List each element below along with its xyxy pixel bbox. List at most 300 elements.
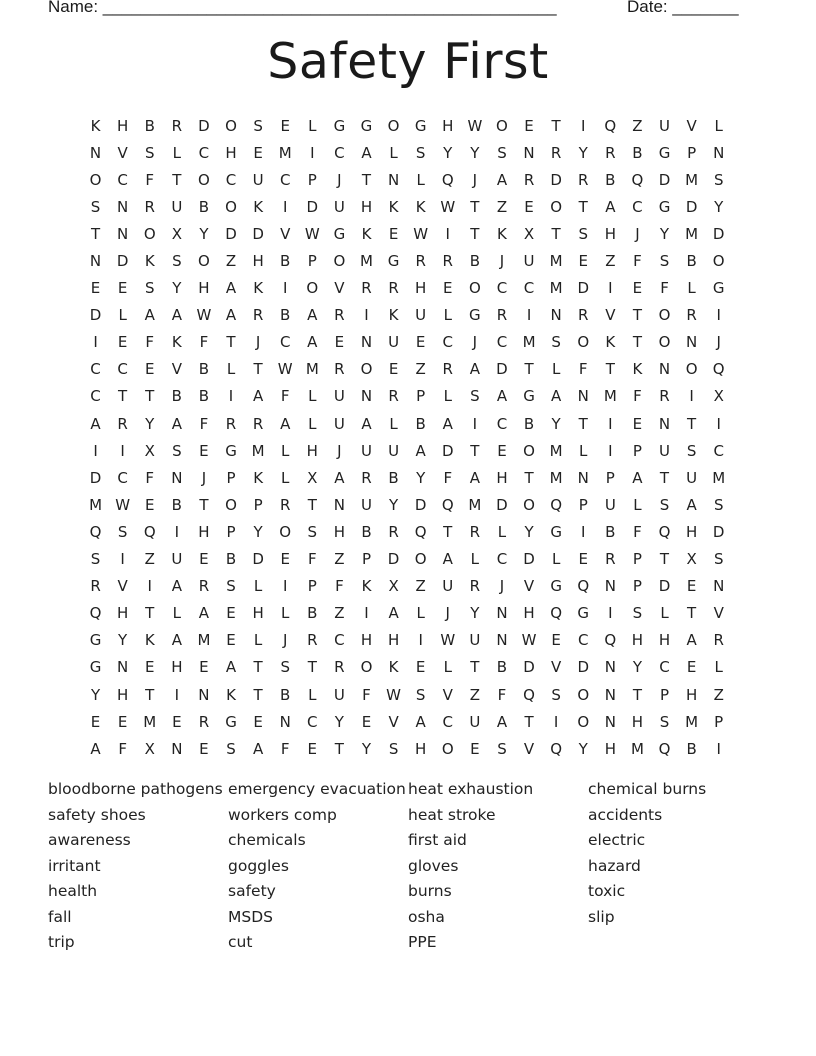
- grid-letter: L: [416, 170, 425, 189]
- grid-letter: N: [89, 252, 102, 271]
- grid-letter: L: [497, 522, 507, 541]
- grid-letter: E: [415, 658, 426, 677]
- grid-letter: A: [361, 143, 372, 162]
- grid-letter: H: [387, 631, 400, 650]
- grid-letter: Y: [524, 522, 534, 541]
- grid-letter: W: [196, 306, 212, 325]
- grid-letter: K: [171, 333, 182, 352]
- grid-letter: A: [469, 360, 480, 379]
- grid-letter: A: [307, 306, 318, 325]
- grid-letter: A: [496, 712, 508, 731]
- grid-letter: R: [469, 522, 481, 541]
- grid-letter: M: [549, 252, 563, 271]
- grid-letter: F: [118, 739, 127, 758]
- grid-letter: F: [280, 387, 290, 406]
- grid-letter: G: [550, 522, 562, 541]
- grid-letter: G: [333, 224, 346, 243]
- grid-letter: N: [713, 143, 725, 162]
- grid-row: [82, 708, 732, 735]
- grid-letter: T: [551, 116, 561, 135]
- grid-letter: N: [117, 197, 129, 216]
- grid-letter: R: [442, 252, 453, 271]
- grid-letter: S: [497, 143, 507, 162]
- word-list-item: emergency evacuation: [228, 780, 406, 798]
- grid-letter: C: [496, 333, 508, 352]
- grid-letter: E: [144, 495, 155, 514]
- grid-letter: L: [308, 116, 317, 135]
- grid-letter: R: [578, 170, 589, 189]
- grid-letter: S: [280, 658, 290, 677]
- grid-letter: B: [686, 252, 697, 271]
- grid-letter: I: [93, 441, 98, 460]
- grid-row: [82, 383, 732, 410]
- grid-letter: L: [226, 360, 236, 379]
- grid-letter: P: [416, 387, 426, 406]
- grid-letter: U: [252, 170, 264, 189]
- grid-letter: Z: [496, 197, 508, 216]
- grid-letter: W: [440, 197, 456, 216]
- grid-letter: Y: [470, 604, 480, 623]
- grid-letter: O: [414, 550, 427, 569]
- grid-letter: F: [145, 468, 155, 487]
- grid-letter: V: [280, 224, 291, 243]
- grid-letter: E: [253, 712, 263, 731]
- grid-letter: A: [605, 197, 616, 216]
- grid-letter: I: [608, 441, 613, 460]
- grid-letter: M: [278, 143, 292, 162]
- grid-letter: I: [716, 306, 721, 325]
- grid-letter: S: [686, 441, 697, 460]
- grid-letter: H: [198, 279, 210, 298]
- grid-letter: P: [632, 577, 642, 596]
- grid-row: [82, 193, 732, 220]
- grid-letter: D: [116, 252, 129, 271]
- grid-letter: E: [632, 279, 643, 298]
- grid-letter: E: [199, 739, 209, 758]
- grid-letter: G: [225, 441, 237, 460]
- grid-letter: T: [632, 306, 642, 325]
- grid-letter: C: [334, 631, 345, 650]
- grid-letter: G: [658, 143, 671, 162]
- grid-letter: I: [608, 279, 613, 298]
- grid-letter: S: [226, 739, 236, 758]
- grid-letter: D: [89, 468, 102, 487]
- grid-letter: A: [280, 414, 291, 433]
- grid-letter: W: [115, 495, 131, 514]
- grid-letter: W: [386, 685, 401, 704]
- grid-letter: A: [496, 170, 508, 189]
- grid-letter: C: [523, 279, 535, 298]
- grid-letter: S: [713, 170, 724, 189]
- grid-letter: Q: [631, 170, 644, 189]
- grid-letter: B: [415, 414, 426, 433]
- grid-letter: D: [685, 197, 698, 216]
- grid-letter: A: [252, 387, 264, 406]
- grid-letter: R: [523, 170, 535, 189]
- grid-letter: D: [252, 224, 264, 243]
- grid-letter: E: [226, 604, 236, 623]
- grid-letter: S: [659, 252, 670, 271]
- grid-letter: W: [440, 631, 456, 650]
- grid-letter: H: [685, 685, 698, 704]
- grid-letter: J: [472, 170, 478, 189]
- grid-letter: B: [198, 197, 210, 216]
- grid-letter: T: [551, 224, 561, 243]
- grid-letter: I: [174, 685, 180, 704]
- word-list-item: chemicals: [228, 831, 306, 849]
- grid-row: [82, 518, 732, 545]
- grid-letter: Q: [550, 739, 563, 758]
- grid-letter: U: [171, 197, 183, 216]
- grid-letter: D: [712, 522, 725, 541]
- grid-letter: R: [334, 658, 345, 677]
- grid-letter: F: [660, 279, 669, 298]
- grid-letter: L: [389, 414, 398, 433]
- grid-letter: U: [604, 495, 616, 514]
- grid-letter: Q: [604, 116, 617, 135]
- word-list-item: slip: [588, 907, 615, 926]
- grid-letter: T: [470, 441, 480, 460]
- grid-letter: E: [686, 577, 697, 596]
- grid-letter: S: [497, 739, 507, 758]
- grid-letter: N: [279, 712, 291, 731]
- grid-letter: F: [633, 522, 642, 541]
- grid-letter: A: [225, 279, 237, 298]
- grid-letter: U: [686, 468, 698, 487]
- grid-letter: I: [228, 387, 234, 406]
- grid-letter: C: [334, 143, 345, 162]
- grid-letter: Z: [469, 685, 480, 704]
- grid-letter: H: [225, 143, 237, 162]
- grid-letter: X: [713, 387, 724, 406]
- grid-letter: R: [117, 414, 128, 433]
- grid-letter: D: [414, 495, 427, 514]
- grid-letter: T: [470, 658, 480, 677]
- grid-letter: F: [633, 387, 642, 406]
- grid-letter: H: [360, 197, 373, 216]
- grid-letter: T: [90, 224, 101, 243]
- grid-letter: X: [144, 739, 155, 758]
- grid-letter: U: [360, 441, 372, 460]
- grid-letter: V: [605, 306, 616, 325]
- grid-letter: I: [608, 604, 613, 623]
- grid-letter: T: [687, 604, 697, 623]
- grid-letter: T: [443, 522, 453, 541]
- grid-letter: L: [172, 143, 181, 162]
- grid-letter: R: [225, 414, 237, 433]
- grid-letter: P: [632, 441, 642, 460]
- grid-letter: D: [658, 577, 671, 596]
- grid-letter: T: [199, 495, 209, 514]
- grid-letter: O: [143, 224, 156, 243]
- grid-letter: I: [282, 577, 288, 596]
- grid-letter: N: [713, 577, 725, 596]
- grid-letter: K: [388, 658, 399, 677]
- grid-letter: M: [685, 170, 699, 189]
- grid-letter: R: [334, 360, 345, 379]
- grid-letter: H: [631, 631, 644, 650]
- grid-letter: O: [550, 197, 563, 216]
- grid-letter: N: [496, 631, 508, 650]
- grid-letter: E: [144, 658, 155, 677]
- grid-letter: R: [442, 360, 453, 379]
- grid-letter: Q: [523, 685, 535, 704]
- grid-letter: Q: [89, 604, 102, 623]
- grid-letter: B: [307, 604, 318, 623]
- grid-letter: H: [496, 468, 508, 487]
- grid-letter: L: [308, 414, 317, 433]
- grid-row: [82, 112, 732, 139]
- grid-letter: Q: [550, 604, 563, 623]
- grid-letter: L: [281, 468, 290, 487]
- grid-letter: A: [90, 414, 101, 433]
- grid-letter: S: [659, 495, 670, 514]
- grid-letter: C: [713, 441, 724, 460]
- grid-letter: N: [171, 739, 183, 758]
- grid-letter: H: [604, 224, 616, 243]
- grid-letter: E: [578, 550, 588, 569]
- grid-letter: W: [277, 360, 293, 379]
- grid-letter: R: [334, 306, 345, 325]
- grid-letter: W: [521, 631, 537, 650]
- grid-letter: R: [198, 712, 210, 731]
- grid-letter: G: [523, 387, 535, 406]
- grid-letter: Q: [604, 631, 617, 650]
- grid-letter: M: [549, 441, 563, 460]
- grid-letter: A: [496, 387, 508, 406]
- grid-letter: K: [605, 333, 616, 352]
- grid-letter: Q: [658, 739, 671, 758]
- grid-letter: M: [468, 495, 482, 514]
- grid-letter: N: [604, 685, 616, 704]
- grid-row: [82, 573, 732, 600]
- grid-letter: U: [442, 577, 454, 596]
- grid-letter: Q: [89, 522, 102, 541]
- grid-letter: A: [686, 495, 697, 514]
- grid-letter: S: [307, 522, 318, 541]
- grid-letter: H: [198, 522, 210, 541]
- grid-letter: S: [415, 685, 426, 704]
- grid-letter: R: [279, 495, 291, 514]
- grid-letter: R: [496, 306, 508, 325]
- word-list-item: irritant: [48, 856, 101, 875]
- grid-letter: C: [225, 170, 237, 189]
- grid-letter: M: [549, 468, 563, 487]
- grid-letter: L: [551, 550, 561, 569]
- grid-letter: S: [388, 739, 399, 758]
- grid-letter: E: [226, 631, 236, 650]
- grid-letter: Q: [658, 522, 671, 541]
- grid-letter: D: [496, 360, 508, 379]
- grid-letter: M: [251, 441, 265, 460]
- grid-letter: I: [553, 712, 559, 731]
- grid-letter: B: [144, 116, 155, 135]
- grid-letter: U: [333, 685, 345, 704]
- grid-letter: O: [468, 279, 481, 298]
- grid-letter: G: [577, 604, 590, 623]
- grid-letter: B: [496, 658, 508, 677]
- grid-letter: B: [198, 360, 210, 379]
- grid-letter: T: [470, 224, 480, 243]
- grid-letter: G: [360, 116, 373, 135]
- grid-letter: A: [225, 306, 237, 325]
- word-list-item: chemical burns: [588, 780, 707, 798]
- grid-letter: S: [172, 252, 182, 271]
- grid-letter: N: [604, 712, 616, 731]
- grid-letter: R: [361, 468, 372, 487]
- grid-letter: P: [578, 495, 588, 514]
- grid-letter: I: [581, 522, 586, 541]
- grid-letter: O: [225, 116, 237, 135]
- grid-letter: A: [334, 468, 345, 487]
- grid-letter: S: [659, 712, 670, 731]
- grid-letter: R: [578, 306, 589, 325]
- grid-letter: L: [687, 279, 696, 298]
- grid-letter: O: [577, 712, 590, 731]
- grid-letter: J: [499, 252, 505, 271]
- word-list-item: MSDS: [228, 907, 273, 926]
- grid-letter: V: [686, 116, 697, 135]
- grid-letter: T: [118, 387, 128, 406]
- grid-letter: C: [90, 360, 101, 379]
- word-list-item: goggles: [228, 856, 289, 875]
- grid-letter: Q: [414, 522, 427, 541]
- grid-letter: K: [361, 577, 372, 596]
- grid-letter: M: [522, 333, 536, 352]
- grid-letter: L: [551, 360, 561, 379]
- grid-letter: C: [117, 170, 128, 189]
- grid-letter: N: [685, 333, 698, 352]
- grid-row: [82, 600, 732, 627]
- grid-letter: N: [523, 143, 535, 162]
- grid-letter: T: [145, 387, 155, 406]
- grid-letter: T: [253, 658, 263, 677]
- grid-letter: W: [304, 224, 320, 243]
- grid-letter: E: [578, 252, 588, 271]
- grid-letter: G: [712, 279, 725, 298]
- grid-letter: H: [360, 631, 373, 650]
- grid-letter: K: [144, 631, 155, 650]
- grid-letter: E: [388, 360, 399, 379]
- word-list-item: safety: [228, 882, 276, 900]
- grid-letter: O: [685, 360, 698, 379]
- grid-letter: D: [550, 170, 562, 189]
- grid-letter: D: [252, 550, 264, 569]
- grid-letter: T: [253, 685, 263, 704]
- grid-row: [82, 166, 732, 193]
- grid-letter: U: [333, 414, 345, 433]
- grid-letter: N: [658, 360, 671, 379]
- grid-letter: D: [225, 224, 237, 243]
- grid-letter: N: [360, 333, 373, 352]
- grid-letter: C: [90, 387, 101, 406]
- grid-letter: L: [714, 116, 723, 135]
- grid-letter: D: [523, 658, 535, 677]
- grid-letter: U: [469, 631, 481, 650]
- grid-letter: U: [171, 550, 183, 569]
- grid-letter: Y: [118, 631, 128, 650]
- grid-letter: E: [253, 143, 263, 162]
- grid-letter: E: [307, 739, 318, 758]
- grid-letter: N: [604, 658, 616, 677]
- grid-letter: L: [172, 604, 181, 623]
- grid-letter: B: [605, 522, 616, 541]
- grid-letter: K: [415, 197, 426, 216]
- grid-letter: P: [253, 495, 263, 514]
- grid-letter: C: [279, 333, 291, 352]
- grid-letter: F: [145, 333, 155, 352]
- grid-letter: J: [716, 333, 721, 352]
- grid-letter: S: [551, 333, 561, 352]
- grid-letter: T: [524, 360, 534, 379]
- grid-letter: G: [225, 712, 237, 731]
- grid-letter: O: [387, 116, 400, 135]
- grid-letter: R: [388, 279, 399, 298]
- grid-letter: T: [578, 197, 588, 216]
- grid-letter: K: [226, 685, 236, 704]
- grid-letter: H: [685, 522, 698, 541]
- grid-letter: P: [605, 468, 615, 487]
- grid-letter: F: [307, 550, 317, 569]
- grid-row: [82, 356, 732, 383]
- grid-letter: N: [658, 414, 671, 433]
- grid-letter: S: [551, 685, 561, 704]
- word-list-item: workers comp: [228, 805, 337, 824]
- grid-letter: G: [89, 658, 102, 677]
- grid-letter: V: [523, 739, 535, 758]
- word-list-item: burns: [408, 882, 452, 900]
- grid-letter: I: [472, 414, 478, 433]
- grid-letter: Z: [632, 116, 643, 135]
- grid-letter: H: [252, 604, 264, 623]
- grid-letter: D: [306, 197, 319, 216]
- grid-row: [82, 654, 732, 681]
- grid-letter: K: [253, 468, 264, 487]
- grid-letter: S: [172, 441, 182, 460]
- grid-letter: E: [117, 333, 128, 352]
- grid-letter: H: [252, 252, 264, 271]
- grid-letter: J: [499, 577, 505, 596]
- grid-letter: A: [171, 306, 182, 325]
- word-list-item: hazard: [588, 856, 641, 875]
- grid-letter: R: [198, 577, 210, 596]
- grid-letter: F: [335, 577, 344, 596]
- grid-letter: T: [578, 414, 588, 433]
- grid-row: [82, 247, 732, 274]
- grid-letter: S: [117, 522, 128, 541]
- grid-letter: B: [686, 739, 697, 758]
- grid-letter: V: [442, 685, 453, 704]
- grid-letter: V: [713, 604, 724, 623]
- word-list-column: [228, 777, 408, 956]
- grid-letter: C: [577, 631, 589, 650]
- grid-letter: R: [90, 577, 101, 596]
- grid-letter: N: [577, 387, 589, 406]
- grid-letter: E: [415, 333, 426, 352]
- grid-letter: Y: [443, 143, 453, 162]
- grid-letter: P: [714, 712, 724, 731]
- grid-letter: R: [686, 306, 697, 325]
- grid-letter: Z: [225, 252, 237, 271]
- grid-letter: Y: [90, 685, 101, 704]
- grid-letter: K: [253, 197, 264, 216]
- grid-letter: A: [171, 577, 182, 596]
- grid-letter: E: [632, 414, 643, 433]
- name-field-label: Name: ________________________________________________: [48, 0, 557, 16]
- grid-letter: H: [658, 631, 671, 650]
- grid-letter: E: [551, 631, 561, 650]
- grid-letter: M: [305, 360, 319, 379]
